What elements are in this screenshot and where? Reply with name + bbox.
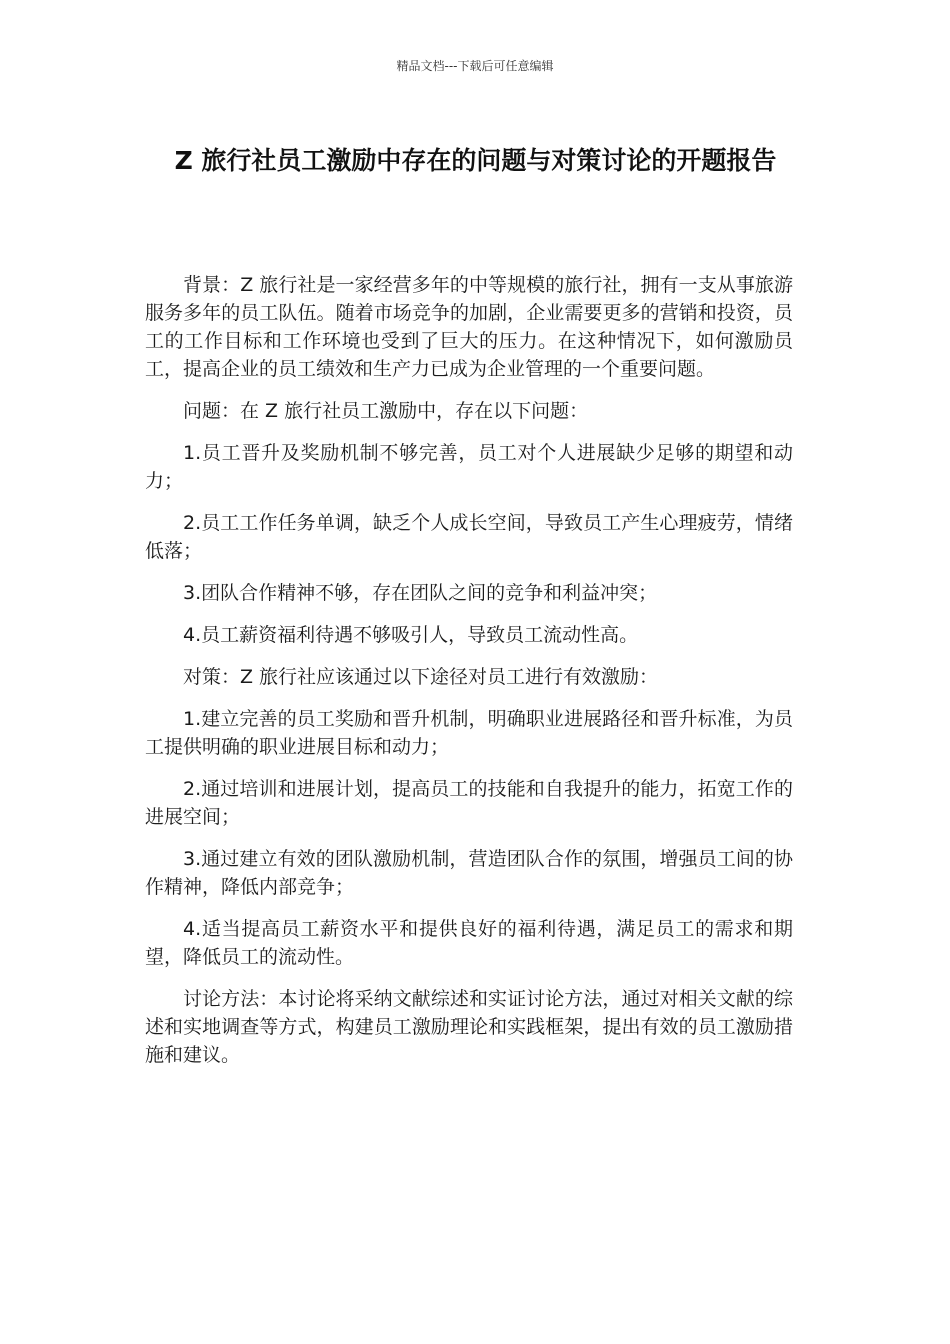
paragraph-problem-2: 2.员工工作任务单调，缺乏个人成长空间，导致员工产生心理疲劳，情绪低落； xyxy=(145,512,793,562)
paragraph-method: 讨论方法：本讨论将采纳文献综述和实证讨论方法，通过对相关文献的综述和实地调查等方式，构建员工激励理论和实践框架，提出有效的员工激励措施和建议。 xyxy=(145,988,793,1066)
document-title: Z 旅行社员工激励中存在的问题与对策讨论的开题报告 xyxy=(174,146,777,175)
paragraph-measure-4: 4.适当提高员工薪资水平和提供良好的福利待遇，满足员工的需求和期望，降低员工的流动性。 xyxy=(145,918,793,968)
paragraph-measures-intro: 对策：Z 旅行社应该通过以下途径对员工进行有效激励： xyxy=(183,666,659,688)
paragraph-measure-3: 3.通过建立有效的团队激励机制，营造团队合作的氛围，增强员工间的协作精神，降低内部竞争； xyxy=(145,848,793,898)
paragraph-measure-2: 2.通过培训和进展计划，提高员工的技能和自我提升的能力，拓宽工作的进展空间； xyxy=(145,778,793,828)
paragraph-background: 背景：Z 旅行社是一家经营多年的中等规模的旅行社，拥有一支从事旅游服务多年的员工队伍。随着市场竞争的加剧，企业需要更多的营销和投资，员工的工作目标和工作环境也受到了巨大的压力。在这种情况下，如何激励员工，提高企业的员工绩效和生产力已成为企业管理的一个重要问题。 xyxy=(145,274,793,380)
header-note: 精品文档---下载后可任意编辑 xyxy=(396,59,554,73)
paragraph-problem-4: 4.员工薪资福利待遇不够吸引人，导致员工流动性高。 xyxy=(183,624,639,646)
paragraph-problem-3: 3.团队合作精神不够，存在团队之间的竞争和利益冲突； xyxy=(183,582,658,604)
paragraph-problems-intro: 问题：在 Z 旅行社员工激励中，存在以下问题： xyxy=(183,400,589,422)
paragraph-problem-1: 1.员工晋升及奖励机制不够完善，员工对个人进展缺少足够的期望和动力； xyxy=(145,442,793,492)
paragraph-measure-1: 1.建立完善的员工奖励和晋升机制，明确职业进展路径和晋升标准，为员工提供明确的职业进展目标和动力； xyxy=(145,708,793,758)
document-body xyxy=(145,271,793,1083)
